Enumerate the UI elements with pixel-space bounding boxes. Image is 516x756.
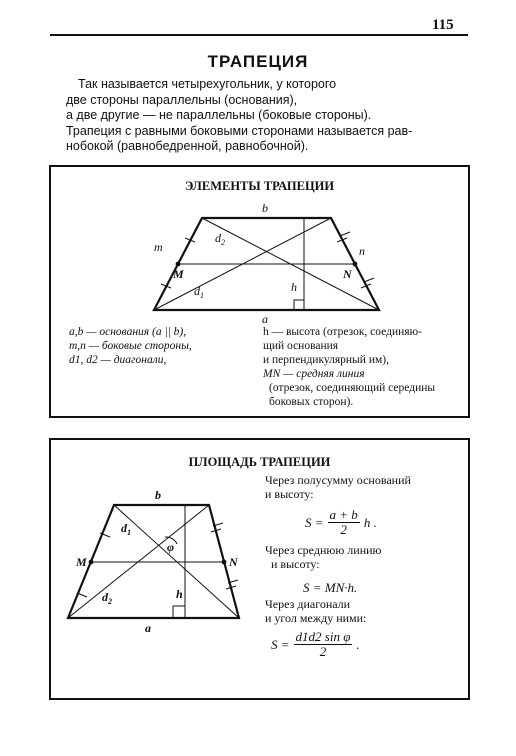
formula-diagonals: S = $\frac{\text{d1d2 sin φ}}{2}$ . <box>271 629 360 659</box>
label-h: h <box>176 587 183 601</box>
page-number: 115 <box>432 17 454 33</box>
label-m: m <box>154 240 163 254</box>
label-n: n <box>359 244 365 258</box>
area-box <box>49 438 470 700</box>
legend-line: боковых сторон). <box>269 396 354 408</box>
point-m <box>89 560 94 565</box>
label-point-m: M <box>76 555 87 569</box>
page-title: ТРАПЕЦИЯ <box>207 52 309 71</box>
formula-midline: S = MN·h. <box>303 580 358 595</box>
legend-line: (отрезок, соединяющий середины <box>269 382 436 394</box>
label-d1: $d_1$ <box>121 521 131 537</box>
label-a: a <box>262 312 268 326</box>
legend-line: h — высота (отрезок, соединяю- <box>263 326 422 338</box>
point-m <box>176 262 181 267</box>
label-d2: $d_2$ <box>215 231 225 247</box>
point-n <box>353 262 358 267</box>
elements-legend-left <box>69 325 192 367</box>
formula-half-sum: S = $\frac{a + b}{2}$ h . <box>305 507 377 537</box>
label-d1: $d_1$ <box>194 284 204 300</box>
right-angle-mark <box>173 606 185 618</box>
legend-line: и перпендикулярный им), <box>263 354 389 366</box>
fraction: $\frac{a + b}{2}$ <box>329 507 358 537</box>
intro-line: а две другие — не параллельны (боковые стороны). <box>66 108 372 122</box>
legend-line: d1, d2 — диагонали, <box>69 354 167 366</box>
intro-line: нобокой (равнобедренной, равнобочной). <box>66 139 309 153</box>
point-n <box>222 560 227 565</box>
fraction: $\frac{\text{d1d2 sin φ}}{2}$ <box>295 629 351 659</box>
elements-title: ЭЛЕМЕНТЫ ТРАПЕЦИИ <box>184 179 335 193</box>
formula1-text: Через полусумму оснований и высоту: <box>265 473 411 501</box>
formula3-text: Через диагонали и угол между ними: <box>265 597 367 625</box>
label-b: b <box>262 201 268 215</box>
label-point-m: M <box>173 267 184 281</box>
area-title: ПЛОЩАДЬ ТРАПЕЦИИ <box>188 455 331 469</box>
elements-trapezoid-diagram <box>51 167 468 326</box>
tick-mark <box>340 232 350 236</box>
legend-line: щий основания <box>263 340 339 352</box>
formula2-text: Через среднюю линию и высоту: <box>265 543 382 571</box>
label-point-n: N <box>343 267 352 281</box>
legend-line: a,b — основания (a || b), <box>69 326 187 338</box>
label-h: h <box>291 280 297 294</box>
legend-line: MN — средняя линия <box>263 368 365 380</box>
intro-paragraph <box>66 77 486 155</box>
label-a: a <box>145 621 151 635</box>
header-rule <box>50 34 468 36</box>
elements-box <box>49 165 470 418</box>
label-d2: $d_2$ <box>102 590 112 606</box>
right-angle-mark <box>294 300 304 310</box>
label-b: b <box>155 488 161 502</box>
intro-line: Трапеция с равными боковыми сторонами называется рав- <box>66 123 413 138</box>
label-point-n: N <box>229 555 238 569</box>
intro-line: Так называется четырехугольник, у которого <box>78 77 337 91</box>
tick-mark <box>364 278 374 282</box>
legend-line: m,n — боковые стороны, <box>69 340 192 352</box>
elements-legend-right <box>263 325 435 409</box>
intro-line: две стороны параллельны (основания), <box>66 92 298 107</box>
label-phi: φ <box>167 540 175 554</box>
